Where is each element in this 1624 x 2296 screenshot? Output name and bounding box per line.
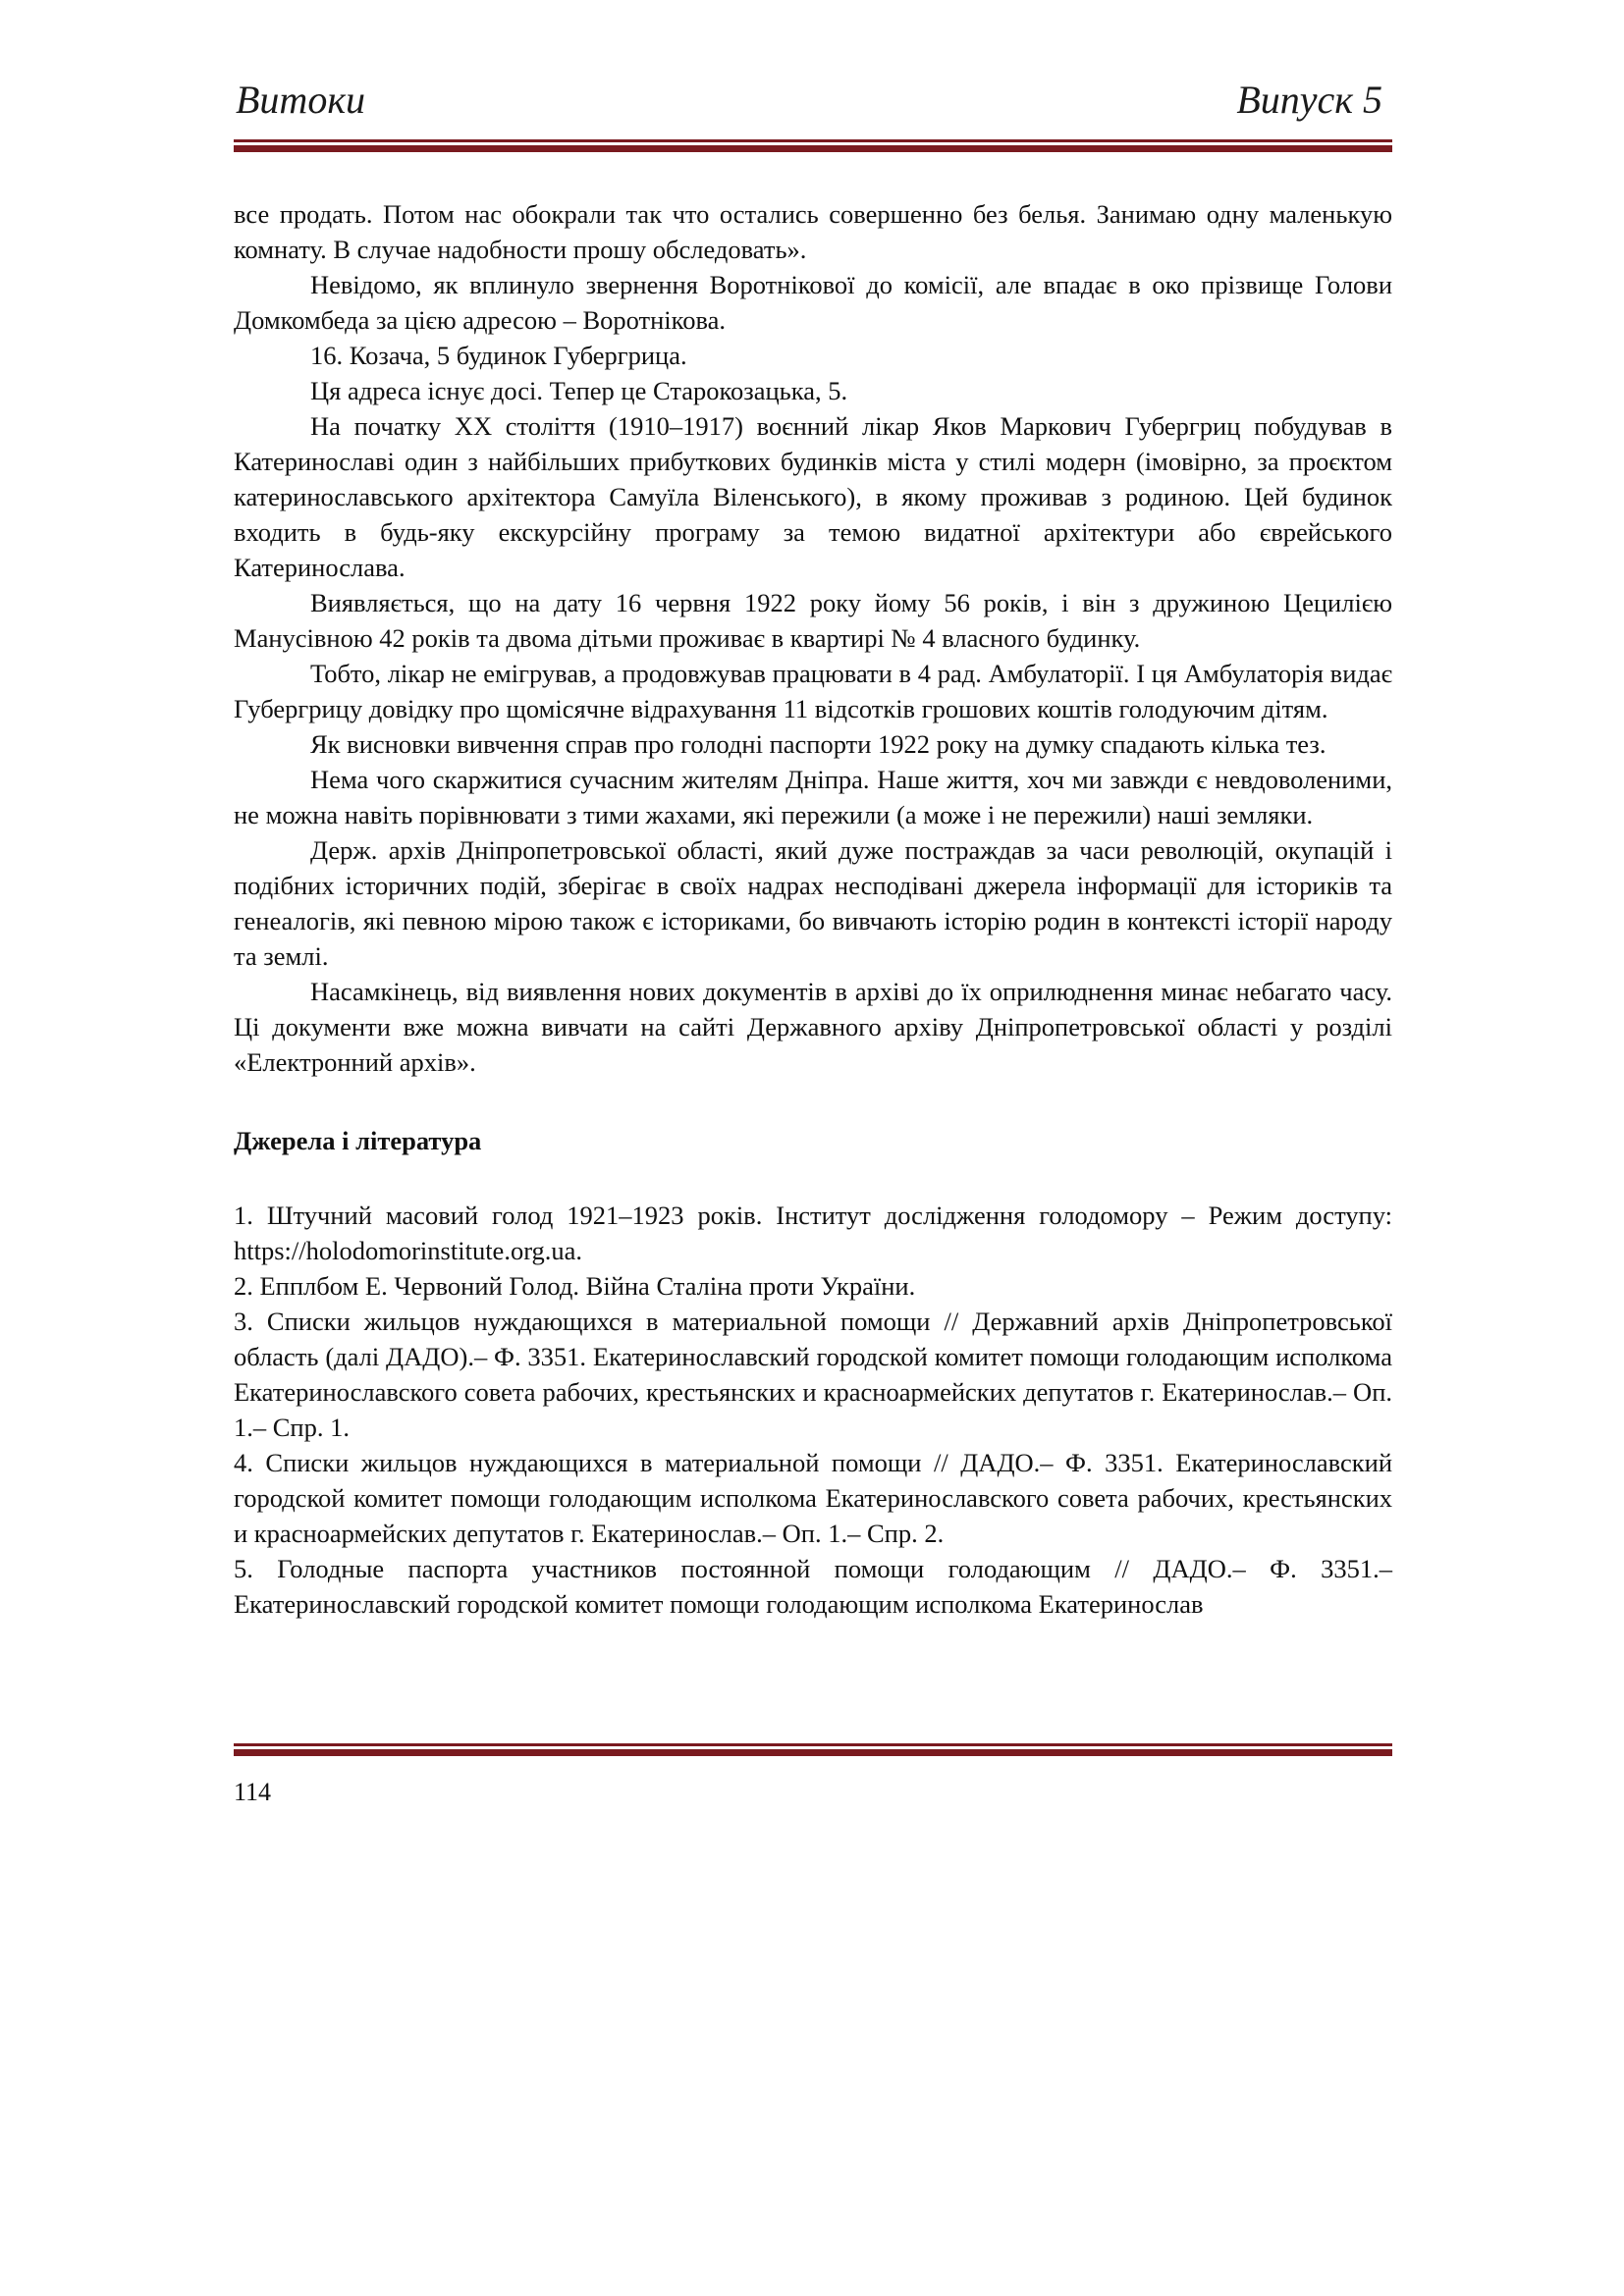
body-paragraph: Як висновки вивчення справ про голодні паспорти 1922 року на думку спадають кілька тез. [310, 729, 1326, 759]
header-divider [234, 139, 1392, 152]
reference-item: 3. Списки жильцов нуждающихся в материальной помощи // Державний архів Дніпропетровської область (далі ДАДО).– Ф. 3351. Екатеринославский городской комитет помощи голодающим исполкома Екатеринославского совета рабочих, крестьянских и красноармейских депутатов г. Екатеринослав.– Оп. 1.– Спр. 1. [234, 1307, 1392, 1442]
body-paragraph: 16. Козача, 5 будинок Губергрица. [310, 341, 687, 370]
body-paragraph: Виявляється, що на дату 16 червня 1922 року йому 56 років, і він з дружиною Цецилією Манусівною 42 років та двома дітьми проживає в квартирі № 4 власного будинку. [234, 588, 1392, 653]
body-paragraph: Нема чого скаржитися сучасним жителям Дніпра. Наше життя, хоч ми завжди є невдоволеними, не можна навіть порівнювати з тими жахами, які пережили (а може і не пережили) наші земляки. [234, 765, 1392, 829]
body-paragraph: Держ. архів Дніпропетровської області, який дуже постраждав за часи революцій, окупацій і подібних історичних подій, зберігає в своїх надрах несподівані джерела інформації для істориків та генеалогів, які певною мірою також є істориками, бо вивчають історію родин в контексті історії народу та землі. [234, 835, 1392, 971]
body-paragraph: Насамкінець, від виявлення нових документів в архіві до їх оприлюднення минає небагато часу. Ці документи вже можна вивчати на сайті Державного архіву Дніпропетровської області у розділі «Електронний архів». [234, 977, 1392, 1077]
body-paragraph: Невідомо, як вплинуло звернення Воротнікової до комісії, але впадає в око прізвище Голови Домкомбеда за цією адресою – Воротнікова. [234, 270, 1392, 335]
reference-item: 4. Списки жильцов нуждающихся в материальной помощи // ДАДО.– Ф. 3351. Екатеринославский городской комитет помощи голодающим исполкома Екатеринославского совета рабочих, крестьянских и красноармейских депутатов г. Екатеринослав.– Оп. 1.– Спр. 2. [234, 1448, 1392, 1548]
issue-label: Випуск 5 [1236, 78, 1382, 122]
journal-title: Витоки [236, 78, 366, 122]
page-content [234, 196, 1392, 1622]
reference-list [234, 1198, 1392, 1622]
sources-heading: Джерела і література [234, 1126, 482, 1155]
reference-item: 1. Штучний масовий голод 1921–1923 років. Інститут дослідження голодомору – Режим доступу: https://holodomorinstitute.org.ua. [234, 1201, 1392, 1265]
body-paragraph: Ця адреса існує досі. Тепер це Старокозацька, 5. [310, 376, 848, 405]
running-header [234, 77, 1392, 135]
body-paragraph: все продать. Потом нас обокрали так что остались совершенно без белья. Занимаю одну маленькую комнату. В случае надобности прошу обследовать». [234, 199, 1392, 264]
reference-item: 5. Голодные паспорта участников постоянной помощи голодающим // ДАДО.– Ф. 3351.– Екатеринославский городской комитет помощи голодающим исполкома Екатеринослав [234, 1554, 1392, 1619]
body-paragraph: Тобто, лікар не емігрував, а продовжував працювати в 4 рад. Амбулаторії. І ця Амбулаторія видає Губергрицу довідку про щомісячне відрахування 11 відсотків грошових коштів голодуючим дітям. [234, 659, 1392, 723]
reference-item: 2. Епплбом Е. Червоний Голод. Війна Сталіна проти України. [234, 1271, 916, 1301]
footer-divider [234, 1743, 1392, 1756]
page-number: 114 [234, 1778, 272, 1806]
body-paragraph: На початку ХХ століття (1910–1917) воєнний лікар Яков Маркович Губергриц побудував в Катеринославі один з найбільших прибуткових будинків міста у стилі модерн (імовірно, за проєктом катеринославського архітектора Самуїла Віленського), в якому проживав з родиною. Цей будинок входить в будь-яку екскурсійну програму за темою видатної архітектури або єврейського Катеринослава. [234, 411, 1392, 582]
